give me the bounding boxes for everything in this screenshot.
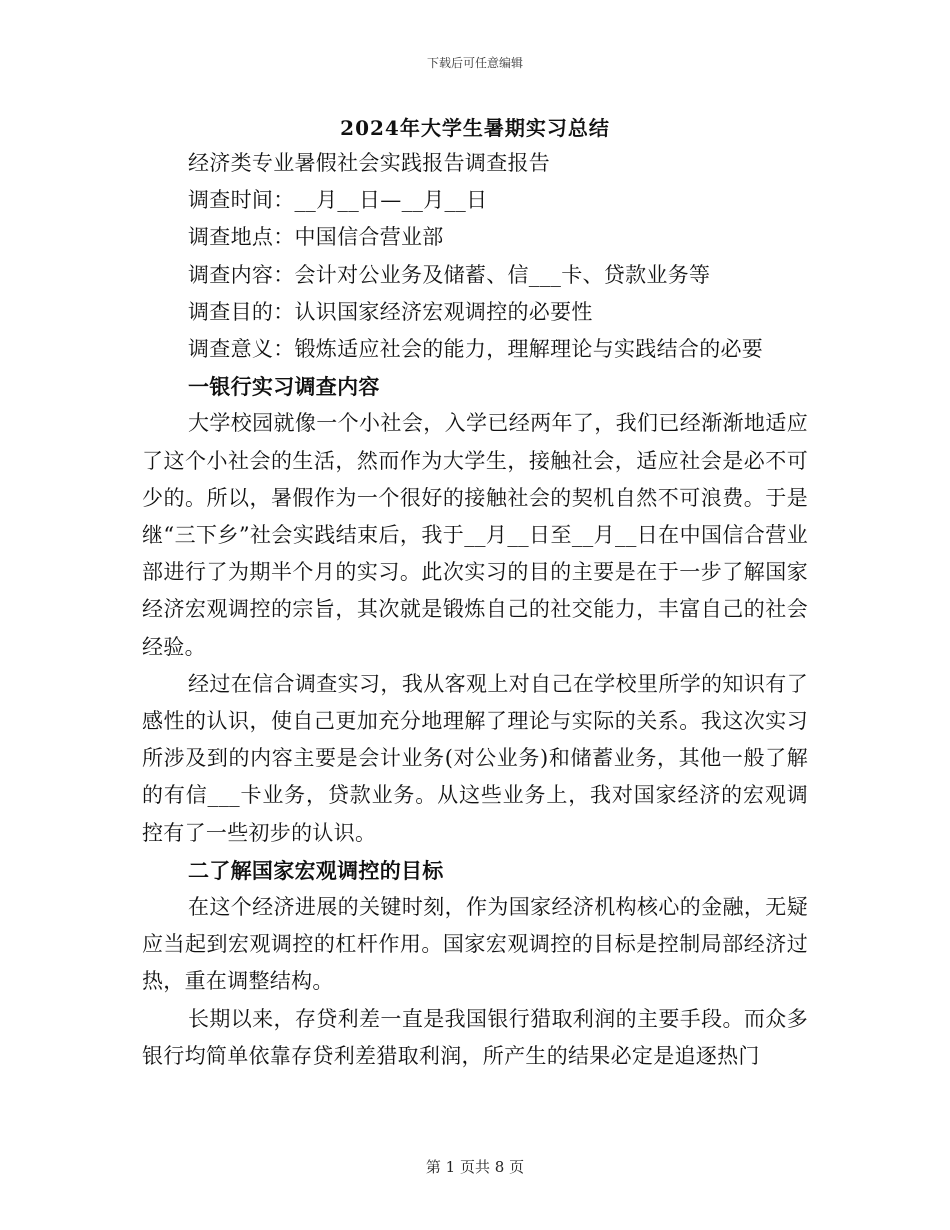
meta-time: 调查时间：__月__日—__月__日 xyxy=(188,188,488,213)
document-body xyxy=(142,145,808,1075)
meta-purpose: 调查目的：认识国家经济宏观调控的必要性 xyxy=(188,299,593,324)
meta-content: 调查内容：会计对公业务及储蓄、信___卡、贷款业务等 xyxy=(188,262,711,287)
page-number: 第 1 页共 8 页 xyxy=(425,1158,525,1176)
meta-subject: 经济类专业暑假社会实践报告调查报告 xyxy=(188,151,551,175)
section1-paragraph: 大学校园就像一个小社会，入学已经两年了，我们已经渐渐地适应了这个小社会的生活，然而作为大学生，接触社会，适应社会是必不可少的。所以，暑假作为一个很好的接触社会的契机自然不可浪费。于是继“三下乡”社会实践结束后，我于__月__日至__月__日在中国信合营业部进行了为期半个月的实习。此次实习的目的主要是在于一步了解国家经济宏观调控的宗旨，其次就是锻炼自己的社交能力，丰富自己的社会经验。 xyxy=(142,411,808,659)
section2-heading: 二了解国家宏观调控的目标 xyxy=(188,857,444,883)
section2-paragraph: 长期以来，存贷利差一直是我国银行猎取利润的主要手段。而众多银行均简单依靠存贷利差猎取利润，所产生的结果必定是追逐热门 xyxy=(142,1006,808,1068)
section2-paragraph: 在这个经济进展的关键时刻，作为国家经济机构核心的金融，无疑应当起到宏观调控的杠杆作用。国家宏观调控的目标是控制局部经济过热，重在调整结构。 xyxy=(142,895,808,994)
section1-paragraph: 经过在信合调查实习，我从客观上对自己在学校里所学的知识有了感性的认识，使自己更加充分地理解了理论与实际的关系。我这次实习所涉及到的内容主要是会计业务(对公业务)和储蓄业务，其他一般了解的有信___卡业务，贷款业务。从这些业务上，我对国家经济的宏观调控有了一些初步的认识。 xyxy=(142,671,808,845)
meta-significance: 调查意义：锻炼适应社会的能力，理解理论与实践结合的必要 xyxy=(188,337,764,362)
meta-location: 调查地点：中国信合营业部 xyxy=(188,225,444,250)
header-note: 下载后可任意编辑 xyxy=(426,56,523,70)
document-title: 2024年大学生暑期实习总结 xyxy=(340,116,610,140)
section1-heading: 一银行实习调查内容 xyxy=(188,374,380,400)
